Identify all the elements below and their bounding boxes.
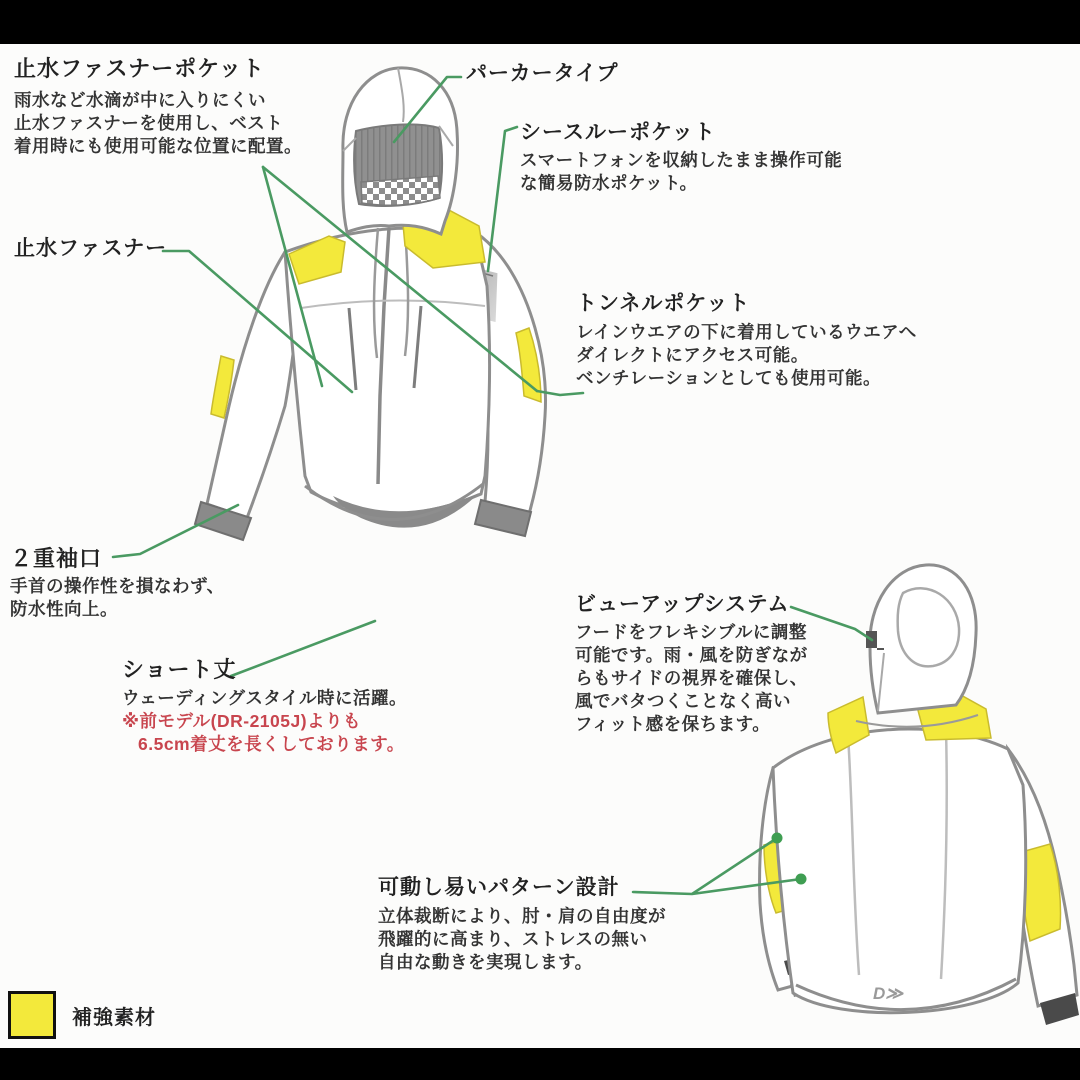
legend-label: 補強素材 <box>72 1006 156 1029</box>
feature-body-line: 止水ファスナーを使用し、ベスト <box>14 113 284 134</box>
feature-body-line: スマートフォンを収納したまま操作可能 <box>520 150 843 171</box>
feature-body-line: 自由な動きを実現します。 <box>378 952 593 973</box>
feature-double-cuff <box>10 546 225 621</box>
feature-title: 止水ファスナーポケット <box>14 56 266 81</box>
feature-title: 可動し易いパターン設計 <box>378 876 620 899</box>
feature-body-line: ウェーディングスタイル時に活躍。 <box>122 688 408 709</box>
reinforcement-color-swatch <box>8 991 56 1039</box>
hood-adjuster <box>866 631 877 648</box>
feature-parka-type <box>466 62 619 86</box>
feature-body-line: 飛躍的に高まり、ストレスの無い <box>378 929 648 950</box>
feature-short-length <box>122 657 407 756</box>
feature-note-line: ※前モデル(DR-2105J)よりも <box>122 711 362 732</box>
feature-body-line: ダイレクトにアクセス可能。 <box>576 345 809 366</box>
feature-title: ビューアップシステム <box>575 593 790 616</box>
feature-note-line: 6.5cm着丈を長くしております。 <box>138 734 405 755</box>
back-torso <box>773 729 1026 1013</box>
feature-view-up-system <box>575 593 808 736</box>
feature-body-line: な簡易防水ポケット。 <box>520 173 698 194</box>
back-hood <box>866 565 976 713</box>
feature-title: パーカータイプ <box>466 62 619 85</box>
feature-body-line: フードをフレキシブルに調整 <box>575 622 807 643</box>
feature-body-line: らもサイドの視界を確保し、 <box>575 668 808 689</box>
feature-title: 止水ファスナー <box>14 237 168 260</box>
top-letterbox-bar <box>0 0 1080 44</box>
feature-title: トンネルポケット <box>576 292 751 315</box>
feature-body-line: 立体裁断により、肘・肩の自由度が <box>378 906 666 927</box>
front-left-sleeve <box>195 252 301 540</box>
feature-water-tight-zipper <box>14 237 167 261</box>
feature-zip-pocket <box>14 56 302 158</box>
daiwa-logo: D≫ <box>873 984 904 1003</box>
feature-body-line: 風でバタつくことなく高い <box>575 691 791 712</box>
feature-body-line: 着用時にも使用可能な位置に配置。 <box>14 136 302 157</box>
feature-tunnel-pocket <box>576 292 917 390</box>
feature-body-line: 雨水など水滴が中に入りにくい <box>14 90 266 111</box>
front-hood <box>343 68 458 234</box>
feature-title: ２重袖口 <box>10 546 103 571</box>
legend <box>8 991 156 1039</box>
feature-body-line: フィット感を保ちます。 <box>575 714 771 735</box>
feature-body-line: 防水性向上。 <box>10 599 118 620</box>
feature-title: ショート丈 <box>122 657 237 682</box>
feature-body-line: 手首の操作性を損なわず、 <box>10 576 225 597</box>
feature-body-line: ベンチレーションとしても使用可能。 <box>576 368 881 389</box>
feature-body-line: 可能です。雨・風を防ぎなが <box>575 645 808 666</box>
hood-mesh-vent <box>361 176 440 205</box>
feature-see-through-pocket <box>520 121 842 195</box>
feature-body-line: レインウエアの下に着用しているウエアへ <box>576 322 917 343</box>
feature-pattern-design <box>378 876 666 974</box>
feature-title: シースルーポケット <box>520 121 716 144</box>
